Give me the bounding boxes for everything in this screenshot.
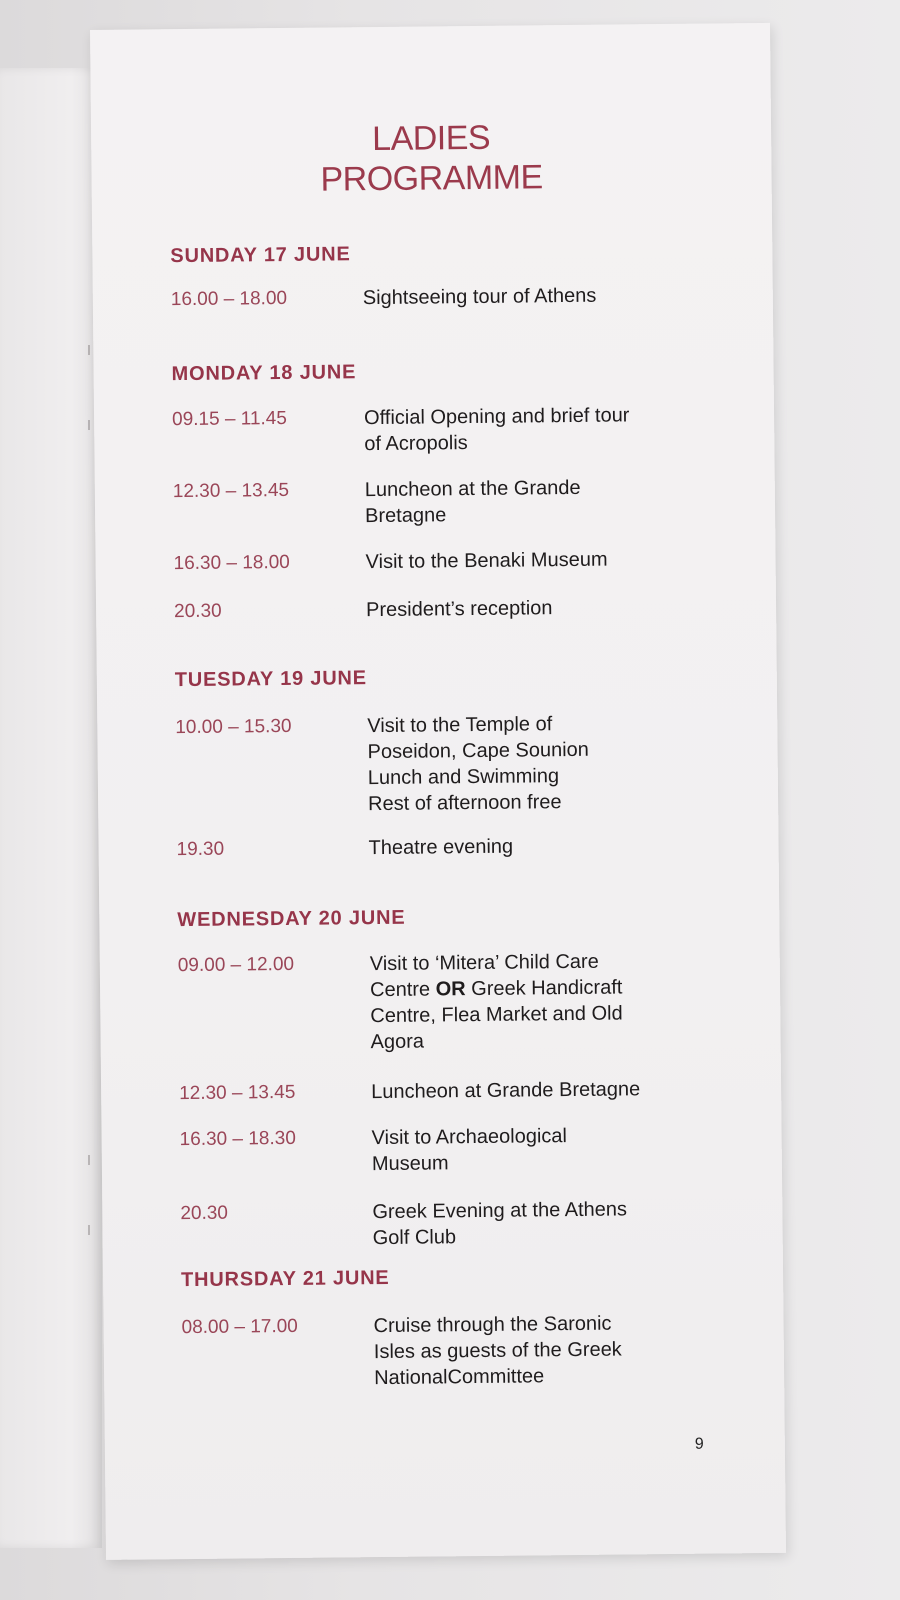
- event-time: 20.30: [173, 600, 222, 623]
- or-emphasis: OR: [435, 978, 466, 1001]
- event-time: 16.30 – 18.00: [173, 551, 290, 575]
- schedule-item: [175, 709, 755, 816]
- schedule-item: [170, 281, 751, 311]
- event-time: 08.00 – 17.00: [181, 1315, 298, 1339]
- event-time: 16.00 – 18.00: [170, 287, 288, 311]
- event-time: 09.00 – 12.00: [177, 953, 295, 977]
- page-number: 9: [694, 1435, 704, 1453]
- event-description: Luncheon at Grande Bretagne: [371, 1078, 641, 1104]
- event-time: 20.30: [180, 1202, 229, 1225]
- day-heading-sunday: SUNDAY 17 JUNE: [170, 243, 351, 268]
- schedule-item: [179, 1121, 759, 1176]
- day-heading-thursday: THURSDAY 21 JUNE: [180, 1266, 390, 1292]
- schedule-item: [177, 947, 758, 1054]
- event-time: 10.00 – 15.30: [175, 715, 292, 739]
- event-description: Visit to the Temple of Poseidon, Cape Sounion Lunch and Swimming Rest of afternoon free: [367, 713, 589, 816]
- event-description: Theatre evening: [368, 835, 514, 860]
- event-time: 19.30: [176, 838, 225, 861]
- schedule-item: [173, 545, 753, 575]
- event-description: Greek Evening at the Athens Golf Club: [372, 1198, 628, 1250]
- schedule-item: [179, 1075, 759, 1105]
- binding-stitch: [88, 345, 90, 355]
- event-time: 09.15 – 11.45: [171, 407, 288, 431]
- schedule-item: [171, 401, 752, 456]
- event-description: Visit to Archaeological Museum: [371, 1125, 568, 1176]
- day-heading-monday: MONDAY 18 JUNE: [171, 361, 357, 386]
- title-line-1: LADIES: [371, 118, 491, 159]
- event-time: 16.30 – 18.30: [179, 1127, 296, 1151]
- event-description: Visit to ‘Mitera’ Child Care Centre OR Greek Handicraft Centre, Flea Market and Old Agora: [369, 950, 623, 1054]
- page-title: [91, 115, 772, 202]
- binding-stitch: [88, 420, 90, 430]
- event-time: 12.30 – 13.45: [179, 1081, 296, 1105]
- schedule-item: [172, 473, 753, 528]
- day-heading-tuesday: TUESDAY 19 JUNE: [174, 667, 367, 692]
- binding-stitch: [88, 1155, 90, 1165]
- event-description: Cruise through the Saronic Isles as guests of the Greek NationalCommittee: [373, 1312, 622, 1390]
- programme-page: [90, 23, 786, 1560]
- event-description: Visit to the Benaki Museum: [365, 548, 608, 574]
- title-line-2: PROGRAMME: [320, 158, 543, 199]
- schedule-item: [181, 1309, 761, 1390]
- event-description: Luncheon at the Grande Bretagne: [364, 476, 581, 528]
- binding-stitch: [88, 1225, 90, 1235]
- day-heading-wednesday: WEDNESDAY 20 JUNE: [177, 906, 406, 932]
- schedule-item: [176, 831, 756, 861]
- event-description: President’s reception: [365, 597, 553, 622]
- event-description: Sightseeing tour of Athens: [362, 284, 597, 310]
- event-time: 12.30 – 13.45: [172, 479, 290, 503]
- event-description: Official Opening and brief tour of Acropolis: [363, 404, 630, 456]
- left-page: [0, 68, 102, 1548]
- schedule-item: [180, 1195, 760, 1250]
- schedule-item: [173, 593, 754, 623]
